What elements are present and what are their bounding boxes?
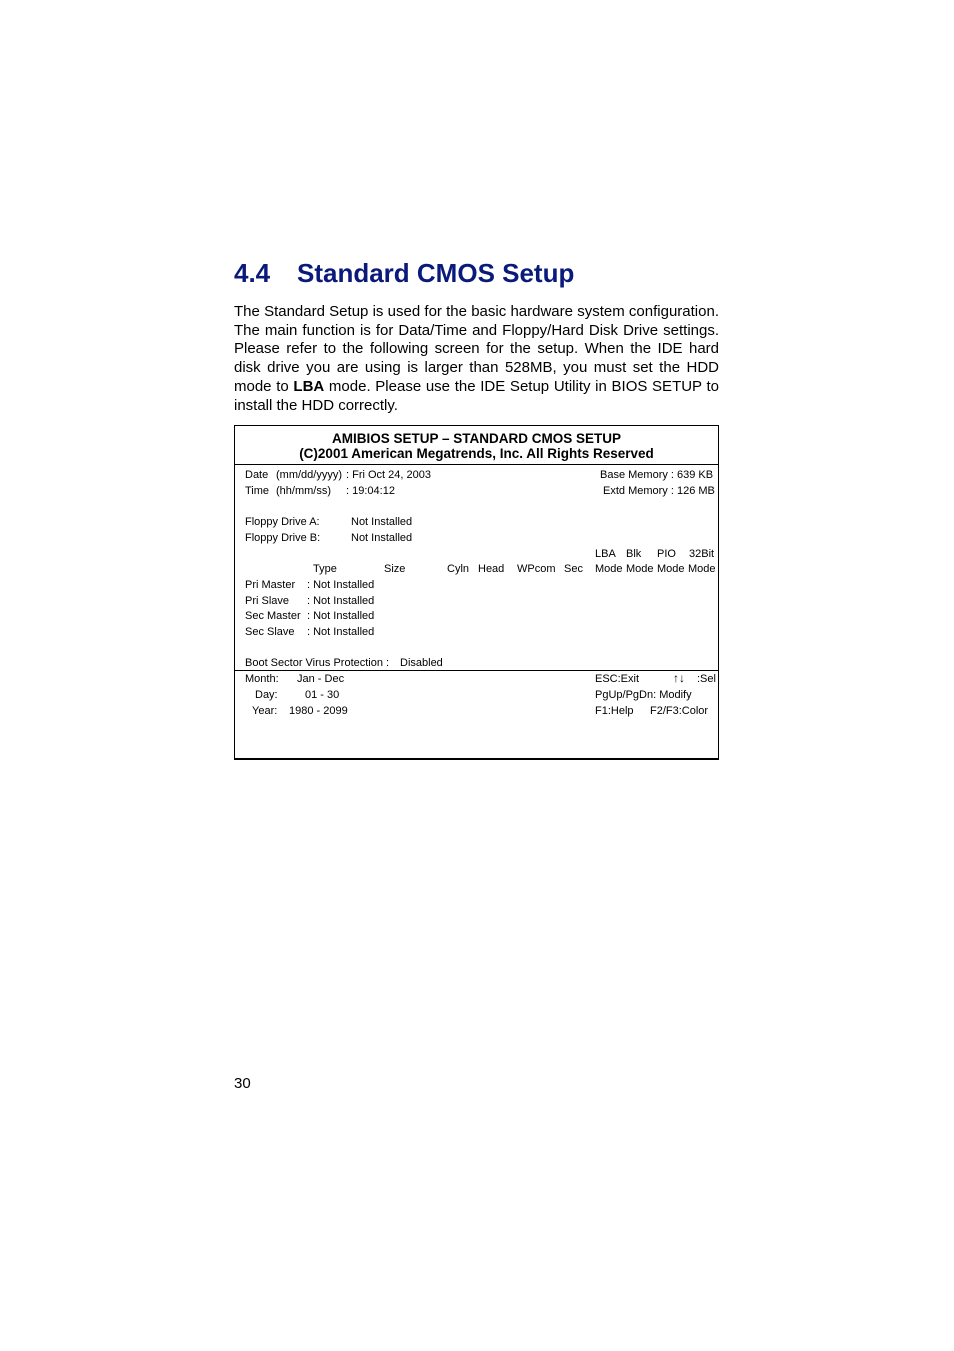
col-type: Type [313, 563, 337, 575]
col-pio: PIO [657, 548, 676, 560]
intro-paragraph [234, 303, 719, 415]
section-heading [234, 258, 574, 289]
section-number: 4.4 [234, 258, 271, 288]
time-label: Time [245, 485, 270, 497]
month-label: Month: [245, 673, 279, 685]
col-size: Size [384, 563, 406, 575]
section-title: Standard CMOS Setup [297, 258, 575, 288]
day-value: 01 - 30 [305, 689, 340, 701]
drive-name: Pri Slave [245, 595, 290, 607]
arrow-up-down-icon: ↑↓ [673, 671, 685, 685]
key-esc-exit: ESC:Exit [595, 673, 640, 685]
year-label: Year: [252, 705, 278, 717]
intro-text-start: The Standard Setup is used for the basic hardware system configuration. The main function is for Data/Time and Floppy/Hard Disk Drive settings. Please refer to the following screen for the setup. When the IDE hard disk drive you are using is larger than 528MB, you must set the HDD mode to [234, 303, 719, 395]
floppy-a-value: Not Installed [351, 516, 413, 528]
col-cyln: Cyln [447, 563, 470, 575]
key-select: :Sel [697, 673, 716, 685]
boot-virus-value: Disabled [400, 657, 443, 669]
col-blk-mode: Mode [626, 563, 654, 575]
date-value: : Fri Oct 24, 2003 [346, 469, 431, 481]
year-value: 1980 - 2099 [289, 705, 348, 717]
time-value: : 19:04:12 [346, 485, 395, 497]
date-format: (mm/dd/yyyy) [276, 469, 342, 481]
month-value: Jan - Dec [297, 673, 345, 685]
bios-copyright: (C)2001 American Megatrends, Inc. All Rights Reserved [299, 446, 654, 461]
key-f1-help: F1:Help [595, 705, 634, 717]
col-wpcom: WPcom [517, 563, 556, 575]
date-label: Date [245, 469, 269, 481]
drive-name: Sec Slave [245, 626, 295, 638]
floppy-a-label: Floppy Drive A: [245, 516, 320, 528]
bios-title: AMIBIOS SETUP – STANDARD CMOS SETUP [331, 431, 622, 446]
drive-name: Sec Master [245, 610, 301, 622]
intro-text-end: mode. Please use the IDE Setup Utility in BIOS SETUP to install the HDD correctly. [234, 377, 719, 414]
drive-value: : Not Installed [307, 626, 375, 638]
boot-virus-label: Boot Sector Virus Protection : [245, 657, 390, 669]
time-format: (hh/mm/ss) [276, 485, 331, 497]
extd-memory: Extd Memory : 126 MB [603, 485, 715, 497]
drive-value: : Not Installed [307, 610, 375, 622]
key-pgup-pgdn: PgUp/PgDn: Modify [595, 689, 692, 701]
col-32bit: 32Bit [689, 548, 715, 560]
col-lba-mode: Mode [595, 563, 623, 575]
bios-divider [235, 670, 718, 671]
col-blk: Blk [626, 548, 642, 560]
col-sec: Sec [564, 563, 583, 575]
drive-value: : Not Installed [307, 579, 375, 591]
floppy-b-label: Floppy Drive B: [245, 532, 321, 544]
col-lba: LBA [595, 548, 616, 560]
drive-value: : Not Installed [307, 595, 375, 607]
intro-bold-term: LBA [293, 377, 325, 395]
col-pio-mode: Mode [657, 563, 685, 575]
drive-name: Pri Master [245, 579, 296, 591]
col-head: Head [478, 563, 505, 575]
bios-header [235, 426, 718, 465]
day-label: Day: [255, 689, 278, 701]
key-f2f3-color: F2/F3:Color [650, 705, 709, 717]
base-memory: Base Memory : 639 KB [600, 469, 714, 481]
page-number: 30 [234, 1075, 251, 1092]
bios-screen-box [234, 425, 719, 760]
floppy-b-value: Not Installed [351, 532, 413, 544]
col-32bit-mode: Mode [688, 563, 716, 575]
